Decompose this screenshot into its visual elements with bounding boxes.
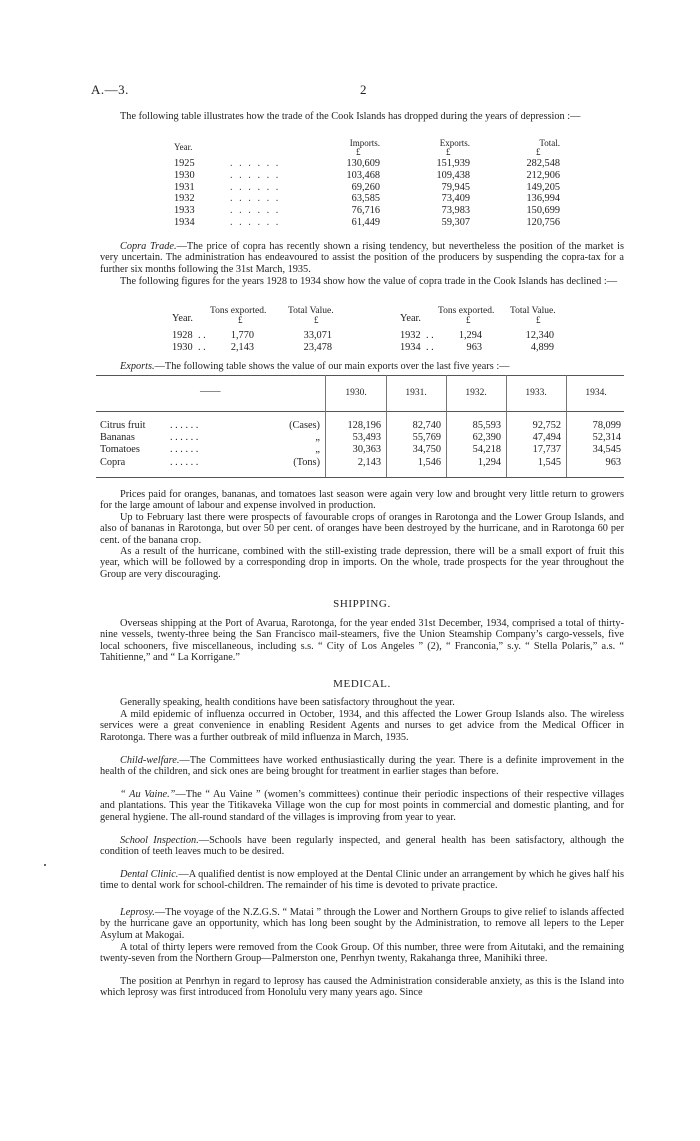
export-value: 1,546 [417, 456, 441, 468]
exports-paragraph [100, 361, 624, 372]
report-reference: A.—3. [91, 82, 129, 97]
col-imports: Imports. [349, 138, 380, 148]
leader-dots: . . . . . . [230, 158, 281, 169]
trade-table-header [170, 138, 590, 158]
export-product-name: Citrus fruit [100, 420, 146, 431]
leader-dots: . . . . . . [230, 169, 281, 181]
copra-year: 1934 [400, 342, 421, 353]
exports-table-bottom-rule [96, 477, 624, 478]
col-year: Year. [174, 142, 193, 152]
exports-table-header-rule [96, 411, 624, 412]
dental-clinic-text: —A qualified dentist is now employed at the Dental Clinic under an arrangement by which he gives half his time to dental work for school-children. The remainder of his time is devoted to private practice. [100, 869, 624, 892]
export-value: 34,750 [412, 444, 441, 456]
export-value: 34,545 [592, 444, 621, 456]
copra-col-year: Year. [400, 313, 421, 324]
export-value: 82,740 [412, 420, 441, 431]
trade-exports: 73,983 [441, 205, 470, 217]
trade-row [170, 170, 590, 182]
leader-dots: . . [426, 330, 434, 341]
lepers-removed-paragraph: A total of thirty lepers were removed from the Cook Group. Of this number, three were from Aitutaki, and the remaining twenty-seven from the Northern Group—Palmerston one, Penrhyn twenty, Rakahanga three, Manihiki three. [100, 942, 624, 965]
leprosy-title: Leprosy. [120, 907, 155, 918]
export-value: 55,769 [412, 432, 441, 444]
trade-total: 282,548 [526, 158, 560, 169]
trade-total: 212,906 [526, 169, 560, 181]
leader-dots: . . [198, 330, 206, 341]
trade-imports: 130,609 [346, 158, 380, 169]
trade-row [170, 158, 590, 170]
health-paragraph: Generally speaking, health conditions have been satisfactory throughout the year. [120, 697, 455, 708]
export-value: 128,196 [347, 420, 381, 431]
export-unit: „ [315, 432, 320, 444]
copra-figures-paragraph: The following figures for the years 1928 to 1934 show how the value of copra trade in the Cook Islands has declined :— [120, 276, 617, 287]
export-unit: (Cases) [289, 420, 320, 431]
exports-year-header: 1934. [585, 388, 607, 398]
prospects-paragraph: Up to February last there were prospects of favourable crops of oranges in Rarotonga and the Lower Group Islands, and also of bananas in Rarotonga, but over 50 per cent. of oranges have been destroyed by the hurricane, and in Rarotonga 60 per cent. of the banana crop. [100, 512, 624, 546]
penrhyn-paragraph: The position at Penrhyn in regard to leprosy has caused the Administration considerable anxiety, as this is the Island into which leprosy was first introduced from Honolulu very many years ago. Since [100, 976, 624, 999]
trade-imports: 63,585 [351, 193, 380, 205]
trade-year: 1934 [174, 216, 195, 228]
export-value: 54,218 [472, 444, 501, 456]
copra-tons: 2,143 [230, 342, 254, 353]
trade-row [170, 205, 590, 217]
exports-year-header: 1931. [405, 388, 427, 398]
currency-imports: £ [356, 147, 361, 157]
leader-dots: . . . . . . [170, 432, 199, 444]
school-inspection-text: —Schools have been regularly inspected, and general health has been satisfactory, although the condition of teeth leaves much to be desired. [100, 835, 624, 858]
exports-year-header: 1932. [465, 388, 487, 398]
export-unit: „ [315, 444, 320, 456]
trade-exports: 73,409 [441, 193, 470, 205]
leprosy-paragraph [100, 907, 624, 941]
intro-paragraph: The following table illustrates how the trade of the Cook Islands has dropped during the years of depression :— [120, 111, 581, 122]
dental-clinic-title: Dental Clinic. [120, 869, 179, 880]
trade-year: 1933 [174, 205, 195, 217]
export-value: 47,494 [532, 432, 561, 444]
export-value: 92,752 [532, 420, 561, 431]
trade-total: 150,699 [526, 205, 560, 217]
trade-total: 136,994 [526, 193, 560, 205]
trade-row [170, 217, 590, 229]
exports-text: —The following table shows the value of our main exports over the last five years :— [154, 361, 510, 372]
leader-dots: . . . . . . [230, 205, 281, 217]
trade-year: 1925 [174, 158, 195, 169]
influenza-paragraph: A mild epidemic of influenza occurred in October, 1934, and this affected the Lower Group Islands also. The wireless services were a great convenience in enabling Resident Agents and nurses to get advice from the Medical Officer in Rarotonga. There was a further outbreak of mild influenza in March, 1935. [100, 709, 624, 743]
child-welfare-title: Child-welfare. [120, 755, 180, 766]
dental-clinic-paragraph [100, 869, 624, 892]
hurricane-paragraph: As a result of the hurricane, combined with the still-existing trade depression, there will be a small export of fruit this year, which will be followed by a corresponding drop in imports. On the whole, trade prospects for the year throughout the Group are very discouraging. [100, 546, 624, 580]
leader-dots: . . [198, 342, 206, 353]
leader-dots: . . . . . . [230, 181, 281, 193]
export-value: 1,294 [477, 456, 501, 468]
export-unit: (Tons) [293, 456, 320, 468]
trade-total: 120,756 [526, 216, 560, 228]
trade-year: 1931 [174, 181, 195, 193]
copra-tons: 1,770 [230, 330, 254, 341]
prices-paragraph: Prices paid for oranges, bananas, and tomatoes last season were again very low and brought very little return to growers for the large amount of labour and expense involved in production. [100, 489, 624, 512]
trade-total: 149,205 [526, 181, 560, 193]
export-value: 963 [605, 456, 621, 468]
copra-year: 1928 [172, 330, 193, 341]
trade-imports: 76,716 [351, 205, 380, 217]
leader-dots: . . . . . . [230, 216, 281, 228]
copra-tons: 1,294 [458, 330, 482, 341]
exports-header-dash: —— [200, 386, 221, 397]
trade-year: 1930 [174, 169, 195, 181]
trade-exports: 79,945 [441, 181, 470, 193]
export-value: 17,737 [532, 444, 561, 456]
export-product-name: Bananas [100, 432, 135, 444]
export-value: 1,545 [537, 456, 561, 468]
copra-currency: £ [536, 315, 541, 325]
trade-imports: 61,449 [351, 216, 380, 228]
child-welfare-text: —The Committees have worked enthusiastically during the year. There is a definite improvement in the health of the children, and sick ones are being brought for treatment in earlier stages than before. [100, 755, 624, 778]
copra-value: 12,340 [525, 330, 554, 341]
trade-row [170, 182, 590, 194]
copra-col-tons: Tons exported. [438, 306, 495, 316]
copra-col-year: Year. [172, 313, 193, 324]
trade-table [170, 138, 590, 229]
export-value: 30,363 [352, 444, 381, 456]
copra-currency: £ [314, 315, 319, 325]
leader-dots: . . . . . . [170, 456, 199, 468]
copra-currency: £ [466, 315, 471, 325]
copra-col-value: Total Value. [288, 306, 334, 316]
copra-title: Copra Trade. [120, 241, 177, 252]
shipping-paragraph: Overseas shipping at the Port of Avarua, Rarotonga, for the year ended 31st December, 1934, comprised a total of thirty-nine vessels, twenty-three being the San Francisco mail-steamers, five the Union Steamship Company’s cargo-vessels, five local schooners, five miscellaneous, including s.s. “ City of Los Angeles ” (2), “ Franconia,” s.y. “ Stella Polaris,” a.s. “ Tahitienne,” and “ La Korrigane.” [100, 618, 624, 664]
child-welfare-paragraph [100, 755, 624, 778]
page-number: 2 [360, 82, 367, 97]
export-product-name: Copra [100, 456, 126, 468]
shipping-heading: SHIPPING. [333, 598, 391, 610]
margin-mark [44, 864, 46, 866]
copra-col-value: Total Value. [510, 306, 556, 316]
copra-year: 1930 [172, 342, 193, 353]
copra-year: 1932 [400, 330, 421, 341]
trade-imports: 69,260 [351, 181, 380, 193]
copra-paragraph [100, 241, 624, 275]
au-vaine-paragraph [100, 789, 624, 823]
export-value: 52,314 [592, 432, 621, 444]
export-value: 2,143 [357, 456, 381, 468]
copra-currency: £ [238, 315, 243, 325]
copra-value: 33,071 [303, 330, 332, 341]
leader-dots: . . . . . . [170, 420, 199, 431]
leader-dots: . . . . . . [170, 444, 199, 456]
export-value: 85,593 [472, 420, 501, 431]
trade-exports: 109,438 [436, 169, 470, 181]
copra-value: 4,899 [530, 342, 554, 353]
currency-total: £ [536, 147, 541, 157]
trade-exports: 59,307 [441, 216, 470, 228]
school-inspection-title: School Inspection. [120, 835, 199, 846]
copra-value: 23,478 [303, 342, 332, 353]
export-value: 53,493 [352, 432, 381, 444]
exports-year-header: 1933. [525, 388, 547, 398]
export-value: 62,390 [472, 432, 501, 444]
au-vaine-text: —The “ Au Vaine ” (women’s committees) continue their periodic inspections of their respective villages and plantations. This year the Titikaveka Village won the cup for most points in commercial and domestic planting, and for general hygiene. The all-round standard of the villages is improving from year to year. [100, 789, 624, 823]
trade-exports: 151,939 [436, 158, 470, 169]
leprosy-text: —The voyage of the N.Z.G.S. “ Matai ” through the Lower and Northern Groups to give relief to islands affected by the hurricane gave an opportunity, which has long been sought by the Administration, to remove all lepers to the Leper Asylum at Makogai. [100, 907, 624, 941]
copra-text: —The price of copra has recently shown a rising tendency, but nevertheless the position of the market is very uncertain. The administration has endeavoured to assist the position of the producers by suspending the copra-tax for a further six months following the 31st March, 1935. [100, 241, 624, 275]
leader-dots: . . [426, 342, 434, 353]
au-vaine-title: “ Au Vaine.” [120, 789, 176, 800]
currency-exports: £ [446, 147, 451, 157]
col-exports: Exports. [439, 138, 470, 148]
export-value: 78,099 [592, 420, 621, 431]
exports-title: Exports. [120, 361, 155, 372]
copra-tons: 963 [466, 342, 482, 353]
leader-dots: . . . . . . [230, 193, 281, 205]
trade-year: 1932 [174, 193, 195, 205]
col-total: Total. [539, 138, 560, 148]
medical-heading: MEDICAL. [333, 678, 391, 690]
trade-table-body [170, 158, 590, 229]
exports-table-top-rule [96, 375, 624, 376]
copra-col-tons: Tons exported. [210, 306, 267, 316]
trade-row [170, 193, 590, 205]
exports-year-header: 1930. [345, 388, 367, 398]
trade-imports: 103,468 [346, 169, 380, 181]
export-product-name: Tomatoes [100, 444, 140, 456]
school-inspection-paragraph [100, 835, 624, 858]
